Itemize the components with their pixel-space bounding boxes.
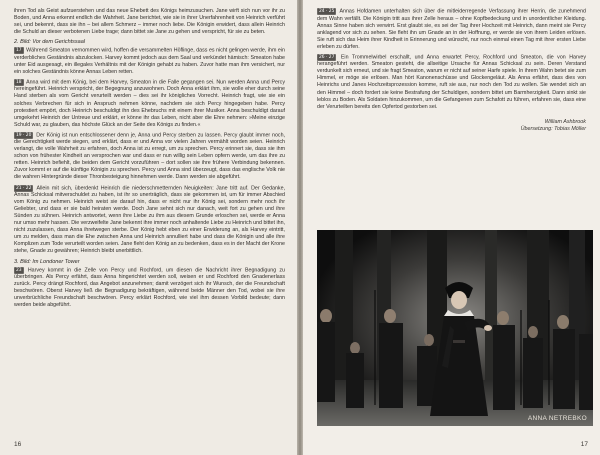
track-reference: 19 · 20 [16, 132, 32, 138]
paragraph-text: Allein mit sich, überdenkt Heinrich die niederschmetternden Neuigkeiten: Jane tritt auf. Der Gedanke, Annas Schicksal mitverschuldet zu haben, ist ihr so unerträglich, dass sie gekommen ist, um für immer Abschied vom König zu nehmen. Heinrich weist sie darauf hin, dass er nicht nur ihr König sei, sondern mehr noch ihr Geliebter, und dass er sie bald heiraten werde. Doch Jane sehnt sich nur danach, weit fort zu gehen und ihre Sünden zu sühnen. Heinrich antwortet, wenn ihre Liebe zu ihm aus diesem Grunde erloschen sei, werde er Anna nur umso mehr hassen. Die verzweifelte Jane bekennt ihre immer noch anhaltende Liebe zu Heinrich und bittet ihn, nicht zuzulassen, dass Anna ihretwegen sterbe. Der König hebt eben zu einer Erwiderung an, als Harvey eintritt, um zu melden, dass man die Ehe zwischen Anna und Heinrich annulliert habe und dass die Königin und alle ihre Komplizen zum Tode verurteilt worden seien. Jane fleht den König an zu bedenken, dass es in der Macht der Krone stehe, Gnade zu gewähren; Heinrich bleibt unerbittlich. [14, 185, 285, 255]
left-page [0, 0, 297, 455]
paragraph-text: Anna wird mit dem König, bei dem Harvey, Smeaton in die Falle gegangen sei. Nun werden Anna und Percy hereingeführt. Heinrich verspricht, der Begegnung anzuwohnen. Doch Anna erklärt ihm, sie wolle eher durch seine Hand sterben als vom Gericht verurteilt werden – dies sei ihr königliches Vorrecht. Heinrich fragt, wie sie ein solches Verbrechen für sich in Anspruch nehmen könne, nachdem sie sich Percy hingegeben habe. Percy protestiert empört, doch Heinrich beschuldigt ihn des Ehebruchs mit einem ihrer Musiker. Anna beschuldigt darauf umgekehrt Heinrich der Untreue und erklärt, er könne ihr das Leben, nicht aber die Ehre nehmen: »Meine einzige Schuld war, zu glauben, das höchste Glück an der Seite des Königs zu finden.« [14, 79, 285, 128]
track-reference: 23 [16, 267, 22, 273]
photo-caption: ANNA NETREBKO [527, 415, 587, 422]
synopsis-paragraph [14, 185, 285, 256]
track-reference: 21 · 22 [16, 185, 32, 191]
stage-scene-image [317, 230, 593, 426]
credits [317, 119, 586, 134]
paragraph-text: Während Smeaton vernommen wird, hoffen die versammelten Höflinge, dass es nicht gelingen werde, ihm ein verderbliches Geständnis abzulocken. Harvey kommt jedoch aus dem Saal und verkündet hämisch: Smeaton habe unter Eid ausgesagt, ein illegales Verhältnis mit der Königin gehabt zu haben. Zuvor hatte man ihm versichert, nur ein solches Geständnis könne Annas Leben retten. [14, 47, 285, 75]
paragraph-text: Der König ist nun entschlossener denn je, Anna und Percy sterben zu lassen. Percy glaubt immer noch, die Gerechtigkeit werde siegen, und erklärt, dass er und Anna vor vielen Jahren vermählt worden seien. Heinrich verlangt, die volle Wahrheit zu erfahren, doch Anna ist zu erregt, um zu sprechen. Percy erinnert sie, dass sie ihm schon von frühester Kindheit an versprochen war und dass er nun willig sein Leben opfern werde, um das ihre zu retten. Heinrich befiehlt, die beiden dem Gericht vorzuführen – dort sollen sie ihre frühere Verbindung bekennen. Zuvor kommt er auf die künftige Königin zu sprechen. Percy und Anna sind überzeugt, dass das englische Volk nie die wahren Hintergründe dieser Thronbesteigung hinnehmen werde. Dann werden sie abgeführt. [14, 132, 285, 181]
left-text-column [14, 8, 285, 312]
track-reference: 18 [16, 79, 22, 85]
production-photo [317, 230, 593, 426]
paragraph-text: ihren Tod als Geist aufzuerstehen und das neue Ehebett des Königs heimzusuchen. Jane wirft sich nun vor ihr zu Boden, und Anna erkennt endlich die Wahrheit. Jane berichtet, wie sie in ihrer Unerfahrenheit von Heinrich verführt sei, und bekennt, dass sie ihn – bei allem Schmerz – immer noch liebe. Die Königin erwidert, dass allein Heinrich die Schuld an dieser verbotenen Liebe trage; dann bittet sie Jane zu gehen und verspricht, für sie zu beten. [14, 8, 285, 36]
scene-heading: 2. Bild: Vor dem Gerichtssaal [14, 39, 86, 46]
synopsis-paragraph [317, 54, 586, 111]
synopsis-paragraph [14, 267, 285, 310]
translation-credit: Übersetzung: Tobias Möller [520, 125, 586, 132]
page-number: 17 [580, 441, 588, 448]
track-reference: 17 [16, 48, 22, 54]
scene-heading: 3. Bild: Im Londoner Tower [14, 258, 80, 265]
synopsis-paragraph [14, 47, 285, 76]
page-number: 16 [14, 441, 22, 448]
paragraph-text: Ein Trommelwirbel erschallt, und Anna erwartet Percy, Rochford und Smeaton, die von Harvey herangeführt werden. Smeaton gesteht, die allseitige Ursache für Annas Schicksal zu sein. Deren Verstand verdunkelt sich erneut, und sie fragt Smeaton, warum er nicht auf seiner Harfe spiele. In ihrem Wahn betet sie zum Himmel, er möge sie erlösen. Man hört Kanonenschüsse und Glockengeläut. Als Anna erfährt, dass dies von Heinrichs und Janes Hochzeitsprozession komme, ruft sie aus, nur noch den Tod zu wollen. Sie wendet sich an den Himmel – doch fordert sie keine Bestrafung der Schuldigen, sondern bittet um Barmherzigkeit. Dann sinkt sie leblos zu Boden. Als Soldaten hinzukommen, um die Gefangenen zum Schafott zu führen, erfahren sie, dass eine der Verurteilten bereits den Opfertod gestorben sei. [317, 54, 586, 110]
paragraph-text: Harvey kommt in die Zelle von Percy und Rochford, um diesen die Nachricht ihrer Begnadigung zu überbringen. Als Percy erfährt, dass Anna hingerichtet werden soll, weisen er und Rochford den Gnadenerlass zurück. Percy drängt Rochford, das Angebot anzunehmen; damit verzögert sich ihr Wunsch, der die Freundschaft beschwören. Oberst Harvey ließ die Begnadigung bekräftigen, während beide Männer den Tod, wobei sie ihre unverbrüchliche Freundschaft beschwören. Percy erklärt Rochford, wie viel ihm dessen Vorbild bedeute; dann werden beide abgeführt. [14, 267, 285, 309]
paragraph-text: Annas Hofdamen unterhalten sich über die mitleiderregende Verfassung ihrer Herrin, die zunehmend dem Wahn verfällt. Die Königin tritt aus ihrer Zelle heraus – ohne Kopfbedeckung und in unordentlicher Kleidung. Annas Sinne haben sich verwirrt. Erst glaubt sie, es sei der Tag ihrer Hochzeit mit Heinrich, dann meint sie Percy anklagend vor sich zu sehen. Sie fleht ihn um Gnade an in der Hoffnung, er werde sie von ihrem Leiden erlösen. Sie ruft sich das Heim ihrer Kindheit in Erinnerung und wünscht, nur noch einmal einen Tag mit ihrer ersten Liebe erleben zu dürfen. [317, 8, 586, 50]
synopsis-paragraph [14, 8, 285, 36]
right-text-column [317, 8, 586, 133]
synopsis-paragraph [14, 132, 285, 182]
synopsis-paragraph [317, 8, 586, 51]
right-page [303, 0, 600, 455]
author-credit: William Ashbrook [544, 118, 586, 125]
synopsis-paragraph [14, 79, 285, 129]
track-reference: 26 · 27 [319, 54, 335, 60]
track-reference: 24 · 25 [319, 9, 335, 14]
